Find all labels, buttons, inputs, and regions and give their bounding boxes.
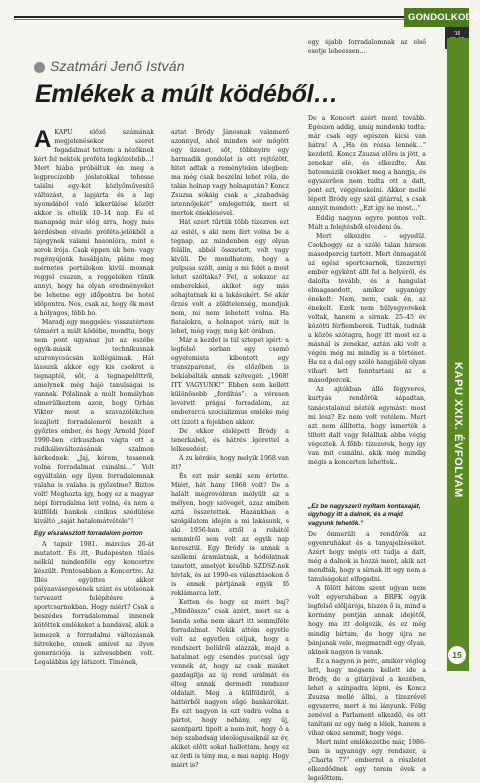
paragraph: Hát ezért tűrtük több tízezren ezt az estét, s aki nem fért volna be a tegnap, az mindenben egy olyan felálln, abból összetett, volt vagy kivüli. De mondhatom, hogy a pulpusa szólt, amíg a mi felét a most lehet szóltaka? Fel, a sokszor az emberekkel, akiket egy más sóhajtatnak ki a lakásukért. Se akár őrzés volt a zöldtelenség, mondjuk nem, mi nem lehetett volna. Ha fiatalokra, a holnapot váró, mit is lehet, még vagy, még két órában. [171,219,289,336]
paragraph: egy újabb forradalomnak az első esetje leheessen… [308,39,426,56]
page-number: 15 [448,646,466,664]
article-column-1 [34,128,154,668]
paragraph: Mert elkezdte – egyedül. Csokhoggy ez a szóló talán hárson másodpercig tartott. Mert önmagától az egész sportcsarnok, tízezernyi ember egyként állt fel a helyéről, és dalolta tovább, és a hangulat elmagasodott, amikor ugyanúgy énekelt: Nem, nem, csak én, az énekelt. Ezek nem hülyegyerekek voltak, hanem a sírnak. 25–45 év közötti férfiemberek. Tudták, tudnák a közös szótagra, hogy itt most ez a másnál is zenekar, aztán aki volt a végén még mi mindig is a történet. Ha ez a dal egy szóló hangjából olyan vihart lett fenntartani az a másodpercek. [308,232,426,385]
pull-quote: „Ez be nagyszerű nyíltam kontaxaját, úgyhogy itt a dalnok, és a majd vagyunk tehetők.” [308,503,421,527]
paragraph: Maradj egy meggelés: visszatértem tőmaért a múlt ködébe, mondtu, hogy nem pont ugyanaz jut az eszébe egyik-másik technikusnak szuronycsúcsán kollégáimak. Hát lássunk akkor egy kis csokrot a tegnaptól, sőt, a tegnapelőttről, amelynek még hajó tanulságai is vannak. Pólalinak a múlt homályban elmerülkeztem azon, hogy Orbán Viktor most a szavazólékchen lezajlott forradalomról beszélt a győztes ember, és hogy Arnold Józef 1990-ben cirkuszban vágta ott a radikálisváltozásának szalmon kérkednek: „Jaj, kérem, tessenek volna forradalmat csinálni…” Volt egyáltalán egy ilyen forradalomnak valaha is valaha is győzelme? Biztos volt! Meghozta így, hogy ez a magyar népi forradalma lett volna, és nem a külföldi bankok cinikus szédülése kiváltó „saját hatalomátvétele”! [34,318,154,526]
article-column-3 [308,114,426,499]
paragraph: A tapsír 1981. március 26-át mutatott. És itt, Budapesten tűzés nélkül mindenféle egy koncertre készült. Pontosabban a Koncertre. Az Illés együttes akkor páíyaavásrgesének szánt és utolsónak tervezett felépítésre a sportcsarnokban. Hogy miért? Csak a beszédes forradalommal innenek kötöttek emlékeket a bandával, akik a lemezek a forradalmi változásnak hitrekebe, ennek amivel az ilyen generációja is szívesebben volt. Legalábbis így látszott. Tímének, [34,541,154,666]
paragraph: De ekkor elslépett Bródy a tenerkabel, és hátrés ígérettel a lelkesedést: [171,427,289,453]
drop-cap: A [34,126,52,153]
paragraph: Az ajtókban álló fegyveres, kurtyás rendőrök sápadtan, tanácstalanul nézték egymást: most mi lesz? Ez nem volt vetélem. Mert azt nem állította, hogy ismerték a tiltott dalt vagy felálltak abba végig végeztek. A főbb: tízezerek, hogy így van mit csinálni. akik még mindig mégis a koncerten lehettek.. [308,386,426,466]
side-label [447,210,469,650]
author-bullet-icon [34,62,45,73]
section-subheading: Egy elszalasztott forradalom porton [34,530,143,538]
paragraph: Mert mint emlékezetbe már, 1986-ban is ugyanúgy egy rendszer, a „Charta 77” emberrel a részletet elkezdődnek egy terem évek a legelőttem. [308,739,426,783]
paragraph: Már a kezdet is túl sztepet igért: a legfelső sorban egy csomó egyetemista kibontott egy transzparenst, és előzőben is bekiabálták annak szövegét: „1968! ITT VAGYUNK!” Ebben sem kellett különösebb „fordítás”: a véresen leverett prágai forradalom, az emberarcú szocializmus emléke még ott ízzott a fejekben akkor. [171,337,289,426]
magazine-volume-label: KAPU XXIX. ÉVFOLYAM [452,362,464,498]
paragraph: Ez a nagyon is perc, amikor végleg lett, hogy mégsem kellett ide a Bródy, de a gitárjával a kezében, lehet a színpadra lépni, és Koncz Zsuzsa mellé állni, a tízezrével egyszerre, mert a mi lányunk. Félig zenével a Parlament elkezdő, és ott tanítani az egy még a lélek, hanem a vihar okoz semmit, hogy vége. [308,657,426,738]
article-title: Emlékek a múlt ködéből… [35,80,338,108]
paragraph: De önmerült a rendőrök az egyenruhákat és a tanyajelzéseket. Azért hogy mégis ott tudja a dalt, még a dalnok is hozzá ment, akik azt mondták, hogy a sírnak itt egy nem a tanulságokat elfogadni. [308,531,426,584]
header-rule-thin [14,19,404,20]
article-column-2 [171,128,289,770]
paragraph: De a Koncert azért ment tovább. Egészen addig, amíg mindenki tudta: már csak egy egészen kicsi van hátra! A „Ha én rózsa lennék…” kezdetű. Koncz Zsuzsa előre is jött, a zenekar elé, és elkezdte. Ám hatosmázik csokket meg a hangja, és egyszerűen nem tudta ott a dalt, pont ezt, véggénekelni. Akkor mellé lépett Bródy egy szál gitárral, s csak annyit mondott: „Ezt így ne most...” [308,115,426,213]
header-rule [14,16,404,18]
paragraph: aztat Bródy Jánosnak valamerő azonnyel, ahol minden sor mögött egy üzenet, sőt, többnyire egy harmadik gondolat is ott rejtőzött, hitet adtak a reménytelen idegben: ma még csak beszélni lehet róla, de talán holnap vagy holnapután? Koncz Zsuzsa sokáig csak a „szabadság istennőjekét” emlegették, mert el mertek éneklésével. [171,129,289,218]
paragraph: KAPU előző számának megjelenésekor szerét fogadalmat tettem: a nézőknek kért fel nektek próféta legközelebb…! Mert hiába próbáltuk én meg a legprecízebb jóslatokkal tehesse találni egy-két közlyőművesítő változást, a lapjárta és a lap nyomdából való kikerülése között akkor is eltelik 10–14 nap. És el manapság már elég arra, hogy más kérdésben elvadó próféta-jelökből a tájegynek valami hasonlóra, mint e sorok írója. Csak éppen úk hen- vagy regényújonk hasábjain, pláne meg mérnetes portálokon kivül mosnak reggel csuzen, a reggeleken tűnik annyi, hogy ha olyan eredményeket be lehetne egy időpontra be hotel időpontra. Nos, csak az, hogy ők most a hólyagos, több hó. [34,129,154,317]
section-label: GONDOLKODÓ [404,8,469,27]
paragraph: A fölött hátom szent ugyan nem volt egyeruhában a BRFK egyik legfelső elöljárója, hiszen ő is, mind a kormány pontján annak idejétől, hogy ma itt dolgozik, és ez még mindig bírtam, de hogy újra ne bánjanak vele, megmaradt egy olyan, akinek nagyon is vanak. [308,585,426,656]
paragraph: Ketten és hogy ez mért baj? „Mindössze” csak azért, mert ez a banda soha nem akart itt semmiféle forradalmat. Nekik attém egyetle volt az egyetlen céljuk, hogy a rendszert belülről alázzák, majd a hatalmat egy csendes puccsal úgy vennék át, hogy az csak minket gazdagítja az új rend uralmát és élteg annak dermedt rendszer oldalait. Meg a külföldiről, a háttérből nagyon sűgó bankárokat. És ezt nagyon is ezt vadra volna a pártot, hogy néhány, egy új, szentpárti tipolt a nem-mit, hogy ő a nép szabadság ideológusaiknál az év, akiket előtt sokat hallottam, hogy ez az ördi is tény ma, a mai napig. Hogy miért is? [171,599,289,770]
article-column-3-top [308,38,426,110]
paragraph: Eddig nagyon egyre pontos volt. Múlt a felejtésből elvédeni ős. [308,214,426,231]
article-column-3-bottom [308,530,426,783]
article-author: Szatmári Jenő István [50,58,185,74]
paragraph: És ezt már senki sem értette. Miért, hát hány 1968 volt? De a halált megrovóbran mélyült az a mélyen, hogy szövegét, azaz amiben aztá összetettek. Hazánkban a szolgálatom idején a mi lakásunk, s aki 1956-ban ettől a ruhától semmiről sem volt az egyik nap keresztül. Egy Bródy is annak a szellemi áramlatnak, a hódolatnak tanstott, amelyet később SZDSZ-nek hívtak, és az 1990-es választásokon ő is ennek pártjának egyik fő reklámarca lett. [171,472,289,598]
issue-year: '16 [453,31,461,37]
paragraph: A zu kérdés, hogy melyik 1968 van itt? [171,454,289,471]
